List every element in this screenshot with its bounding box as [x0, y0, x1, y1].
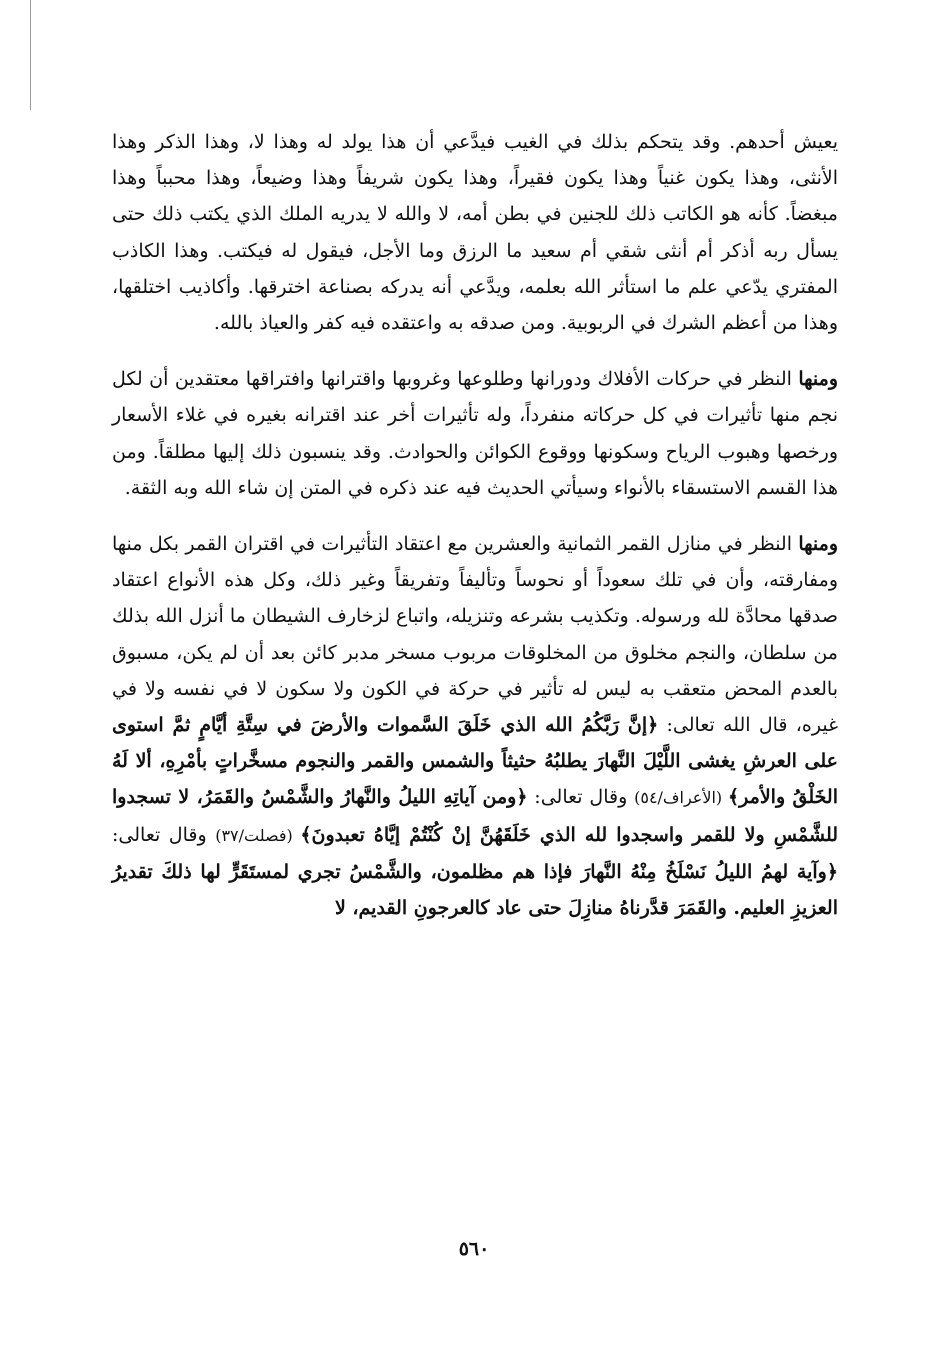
- paragraph-text: النظر في منازل القمر الثمانية والعشرين مع اعتقاد التأثيرات في اقتران القمر بكل منها ومفارقته، وأن في تلك سعوداً أو نحوساً وتأليفاً وتفريقاً وغير ذلك، وكل هذه الأنواع اعتقاد صدقها محادَّة لله ورسوله. وتكذيب بشرعه وتنزيله، واتباع لزخارف الشيطان ما أنزل الله بذلك من سلطان، والنجم مخلوق من المخلوقات مربوب مسخر مدبر كائن بعد أن لم يكن، مسبوق بالعدم المحض متعقب به ليس له تأثير في حركة في الكون ولا سكون لا في نفسه ولا في غيره، قال الله تعالى:: [112, 533, 839, 737]
- page-number: ٥٦٠: [458, 1238, 490, 1260]
- paragraph-text: وقال تعالى:: [527, 786, 635, 809]
- scan-edge-line: [30, 0, 31, 110]
- quran-verse-fussilat: ﴿ومن آياتِهِ الليلُ والنَّهارُ والشَّمْسُ والقَمَرُ، لا تسجدوا للشَّمْسِ ولا للقمر واسجدوا لله الذي خَلَقَهُنَّ إنْ كُنْتُمْ إيَّاهُ تعبدونَ﴾: [112, 786, 839, 846]
- paragraph-text: يعيش أحدهم. وقد يتحكم بذلك في الغيب فيدَّعي أن هذا يولد له وهذا لا، وهذا الذكر وهذا الأنثى، وهذا يكون غنياً وهذا يكون فقيراً، وهذا يكون شريفاً وهذا وضيعاً، وهذا محبباً وهذا مبغضاً. كأنه هو الكاتب ذلك للجنين في بطن أمه، لا والله لا يدريه الملك الذي يكتب ذلك حتى يسأل ربه أذكر أم أنثى شقي أم سعيد ما الرزق وما الأجل، فيقول له فيكتب. وهذا الكاذب المفتري يدّعي علم ما استأثر الله بعلمه، ويدَّعي أنه يدركه بصناعة اخترقها. وأكاذيب اختلقها، وهذا من أعظم الشرك في الربوبية. ومن صدقه به واعتقده فيه كفر والعياذ بالله.: [112, 131, 838, 335]
- paragraph-lunar-mansions: [112, 526, 838, 926]
- paragraph-lead-word: ومنها: [798, 533, 838, 556]
- paragraph-text: النظر في حركات الأفلاك ودورانها وطلوعها وغروبها واقترانها وافتراقها معتقدين أن لكل نجم منها تأثيرات في كل حركاته منفرداً، وله تأثيرات أخر عند اقترانه بغيره في غلاء الأسعار ورخصها وهبوب الرياح وسكونها ووقوع الكوائن والحوادث. وقد ينسبون ذلك إليها مطلقاً. ومن هذا القسم الاستسقاء بالأنواء وسيأتي الحديث فيه عند ذكره في المتن إن شاء الله وبه الثقة.: [112, 368, 838, 499]
- paragraph-lead-word: ومنها: [798, 368, 838, 391]
- quran-verse-al-araf: ﴿إنَّ رَبَّكُمُ الله الذي خَلَقَ السَّموات والأرضَ في سِتَّةِ أيَّامٍ ثمَّ استوى على العرشِ يغشى اللَّيْلَ النَّهارَ يطلبُهُ حثيثاً والشمس والقمر والنجوم مسخَّراتٍ بأمْرِهِ، ألا لَهُ الخَلْقُ والأمر﴾: [112, 714, 838, 809]
- verse-reference: (الأعراف/٥٤): [634, 788, 729, 808]
- paragraph-celestial-movements: [112, 361, 838, 506]
- paragraph-text: وقال تعالى:: [112, 823, 216, 846]
- verse-reference: (فصلت/٣٧): [215, 825, 301, 845]
- page-body: [112, 124, 838, 926]
- paragraph-fortune-telling: [112, 124, 838, 341]
- quran-verse-yasin: ﴿وآية لهمُ الليلُ نَسْلَخُ مِنْهُ النَّهارَ فإذا هم مظلمون، والشَّمْسُ تجري لمستَقَرٍّ لها ذلكَ تقديرُ العزيزِ العليم. والقَمَرَ قدَّرناهُ منازِلَ حتى عاد كالعرجونِ القديم، لا: [112, 860, 838, 920]
